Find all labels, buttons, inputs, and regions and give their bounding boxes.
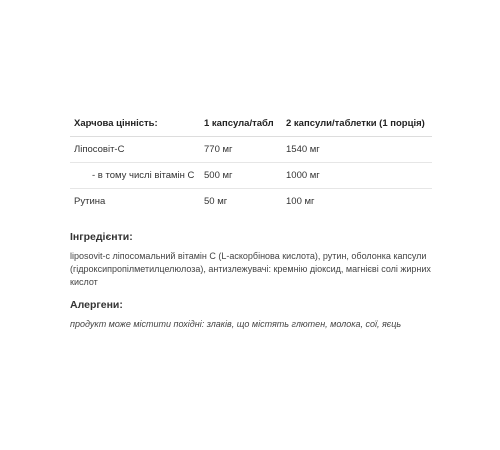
row-value-double: 1000 мг <box>282 163 432 189</box>
header-one-capsule: 1 капсула/табл <box>200 110 282 137</box>
row-value-double: 1540 мг <box>282 137 432 163</box>
header-nutrition-value: Харчова цінність: <box>70 110 200 137</box>
ingredients-text: liposovit-c ліпосомальний вітамін С (L-аскорбінова кислота), рутин, оболонка капсули (гідроксипропілметилцелюлоза), антизлежувачі: кремнію діоксид, магнієві солі жирних кислот <box>70 251 431 287</box>
row-value-double: 100 мг <box>286 196 315 207</box>
row-value-single: 500 мг <box>200 163 282 189</box>
table-row <box>70 163 432 189</box>
row-value-single: 50 мг <box>204 196 228 207</box>
allergens-heading: Алергени: <box>70 299 123 311</box>
allergens-text: продукт може містити похідні: злаків, що містять глютен, молока, сої, яєць <box>70 319 402 329</box>
row-name: Ліпосовіт-С <box>70 137 200 163</box>
table-row <box>70 137 432 163</box>
nutrition-header-row <box>70 110 432 137</box>
header-two-capsules: 2 капсули/таблетки (1 порція) <box>282 110 432 137</box>
ingredients-heading: Інгредієнти: <box>70 231 133 243</box>
row-value-single: 770 мг <box>200 137 282 163</box>
row-name: - в тому числі вітамін С <box>70 163 200 189</box>
table-row <box>70 189 432 215</box>
nutrition-table-container <box>70 110 432 214</box>
row-name: Рутина <box>74 196 106 207</box>
nutrition-table <box>70 110 432 214</box>
